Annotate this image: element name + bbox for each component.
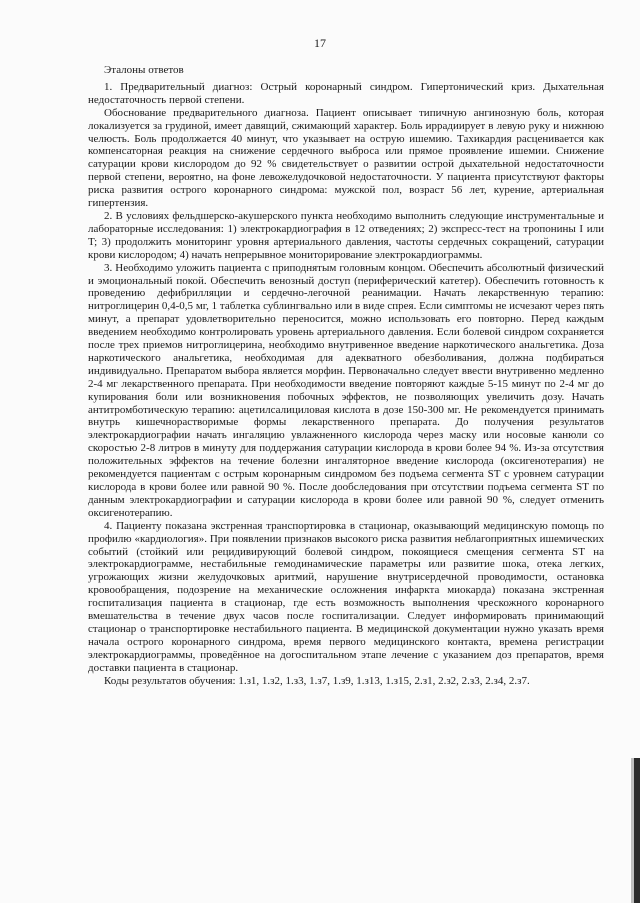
paragraph-transportation: 4. Пациенту показана экстренная транспортировка в стационар, оказывающий медицинскую помощь по профилю «кардиология». При появлении признаков высокого риска развития неблагоприятных ишемических событий (стойкий или рецидивирующий болевой синдром, покоящиеся смещения сегмента ST на электрокардиограмме, нестабильные гемодинамические параметры или развитие шока, отека легких, угрожающих жизни желудочковых аритмий, нарушение внутрисердечной проводимости, остановка кровообращения, подозрение на механические осложнения инфаркта миокарда) показана экстренная госпитализация пациента в стационар, где есть возможность выполнения чрескожного коронарного вмешательства в течение двух часов после госпитализации. Следует информировать принимающий стационар о транспортировке нестабильного пациента. В медицинской документации нужно указать время начала острого коронарного синдрома, время первого медицинского контакта, времена регистрации электрокардиограммы, проведённое на догоспитальном этапе лечение с указанием доз препаратов, время доставки пациента в стационар. bbox=[88, 519, 604, 674]
answers-heading: Эталоны ответов bbox=[104, 64, 184, 76]
document-body bbox=[88, 64, 604, 688]
paragraph-examinations: 2. В условиях фельдшерско-акушерского пункта необходимо выполнить следующие инструментальные и лабораторные исследования: 1) электрокардиография в 12 отведениях; 2) экспресс-тест на тропонины I или T; 3) продолжить мониторинг уровня артериального давления, частоты сердечных сокращений, сатурации крови кислородом; 4) начать непрерывное мониторирование электрокардиограммы. bbox=[88, 209, 604, 261]
paragraph-diagnosis-rationale: Обоснование предварительного диагноза. Пациент описывает типичную ангинозную боль, которая локализуется за грудиной, имеет давящий, сжимающий характер. Боль иррадиирует в левую руку и нижнюю челюсть. Боль продолжается 40 минут, что указывает на острую ишемию. Тахикардия расценивается как компенсаторная реакция на снижение сердечного выброса или прямое проявление ишемии. Снижение сатурации крови кислородом до 92 % свидетельствует о развитии острой дыхательной недостаточности первой степени, вероятно, на фоне левожелудочковой недостаточности. У пациента присутствуют факторы риска развития острого коронарного синдрома: мужской пол, возраст 56 лет, курение, артериальная гипертензия. bbox=[88, 106, 604, 210]
page-number: 17 bbox=[314, 36, 326, 50]
learning-result-codes: Коды результатов обучения: 1.з1, 1.з2, 1.з3, 1.з7, 1.з9, 1.з13, 1.з15, 2.з1, 2.з2, 2.з3, 2.з4, 2.з7. bbox=[104, 674, 530, 687]
paragraph-treatment: 3. Необходимо уложить пациента с приподнятым головным концом. Обеспечить абсолютный физический и эмоциональный покой. Обеспечить венозный доступ (периферический катетер). Обеспечить готовность к проведению дефибрилляции и сердечно-легочной реанимации. Начать лекарственную терапию: нитроглицерин 0,4-0,5 мг, 1 таблетка сублингвально или в виде спрея. Если симптомы не исчезают через пять минут, а препарат удовлетворительно переносится, можно использовать его повторно. Перед каждым введением необходимо контролировать уровень артериального давления. Если болевой синдром сохраняется после трех приемов нитроглицерина, необходимо внутривенное введение наркотического анальгетика. Доза наркотического анальгетика, необходимая для адекватного обезболивания, должна подбираться индивидуально. Препаратом выбора является морфин. Первоначально следует ввести внутривенно медленно 2-4 мг лекарственного препарата. При необходимости введение повторяют каждые 5-15 минут по 2-4 мг до купирования боли или возникновения побочных эффектов, не позволяющих увеличить дозу. Начать антитромботическую терапию: ацетилсалициловая кислота в дозе 150-300 мг. Не рекомендуется принимать внутрь кишечнорастворимые формы лекарственного препарата. До получения результатов электрокардиографии начать ингаляцию увлажненного кислорода через маску или носовые канюли со скоростью 2-8 литров в минуту для поддержания сатурации кислорода в крови более 94 %. Из-за отсутствия положительных эффектов на течение болезни ингаляторное введение кислорода (оксигенотерапия) не рекомендуется пациентам с острым коронарным синдромом без подъема сегмента ST с уровнем сатурации кислорода в крови более или равной 90 %. После дообследования при отсутствии подъема сегмента ST по данным электрокардиографии и сатурации кислорода в крови более или равной 90 %, следует отменить оксигенотерапию. bbox=[88, 261, 604, 519]
scan-edge bbox=[634, 758, 640, 903]
paragraph-diagnosis: 1. Предварительный диагноз: Острый коронарный синдром. Гипертонический криз. Дыхательная недостаточность первой степени. bbox=[88, 80, 604, 106]
